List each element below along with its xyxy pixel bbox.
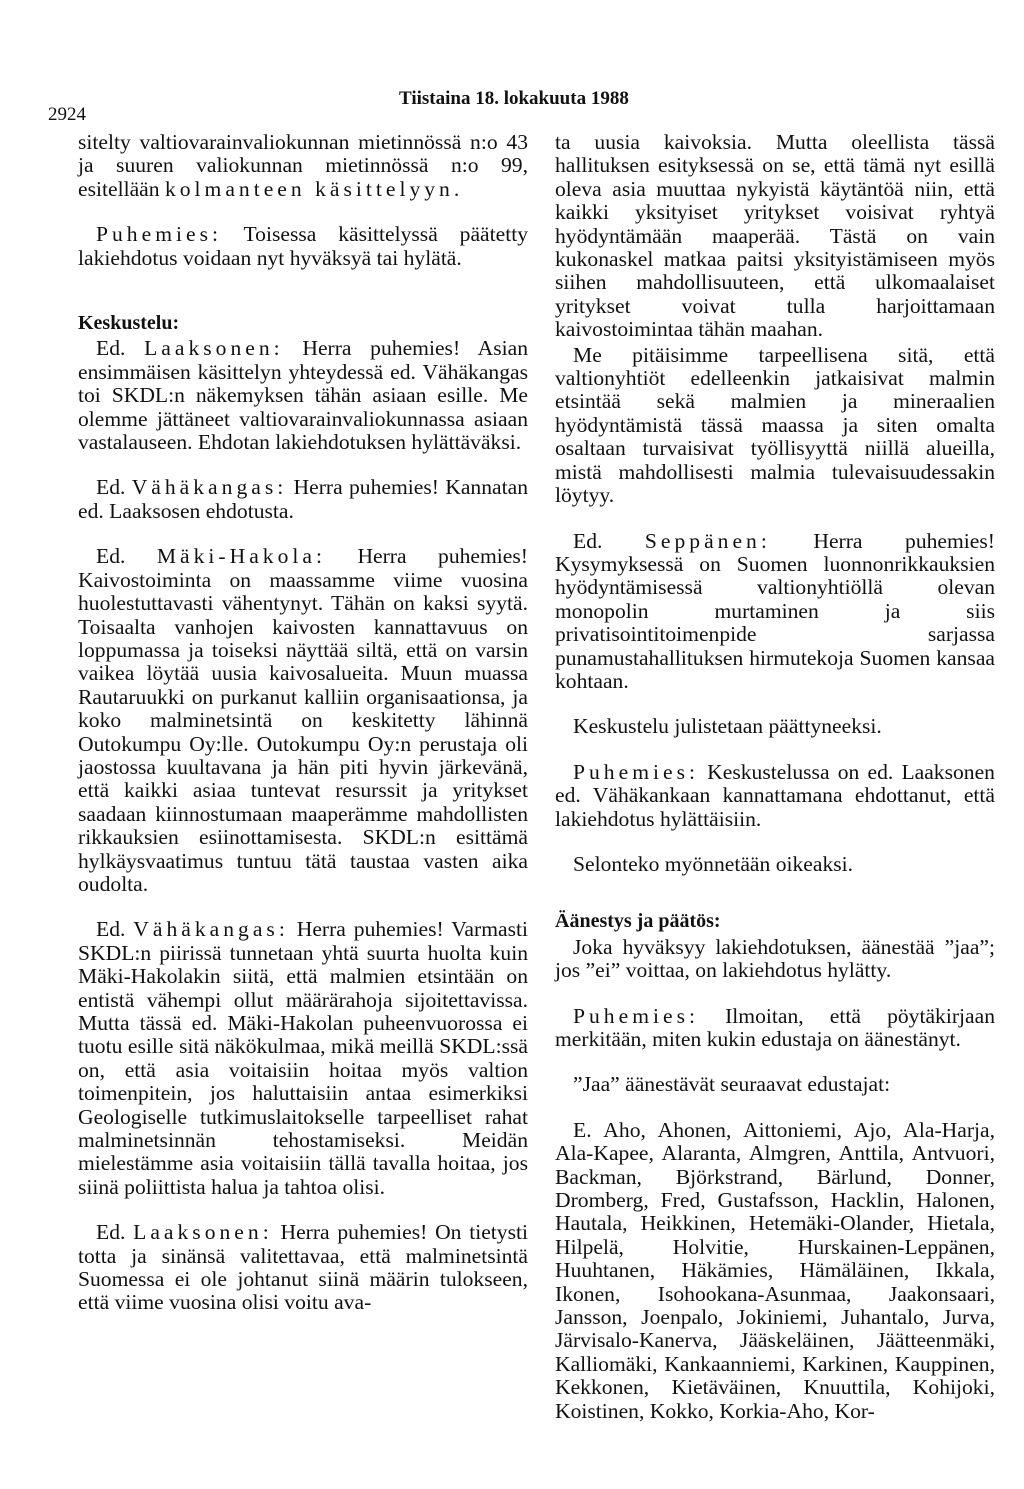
speech-text: Herra puhemies! On tietysti totta ja sinänsä valitettavaa, että malminetsintä Suomessa ei ole johtanut siinä määrin tulokseen, että viime vuosina olisi voitu ava- [78,1220,528,1315]
speech-paragraph [78,1221,528,1315]
speech-text: Herra puhemies! Kaivostoiminta on maassamme viime vuosina huolestuttavasti vähentynyt. Tähän on kaksi syytä. Toisaalta vanhojen kaivosten kannattavuus on loppumassa ja toiseksi näyttää siltä, että on varsin vaikea löytää uusia kaivosalueita. Muun muassa Rautaruukki on purkanut kalliin organisaationsa, ja koko malminetsintä on keskitetty lähinnä Outokumpu Oy:lle. Outokumpu Oy:n perustaja oli jaostossa kuultavana ja hän piti hyvin järkevänä, että kaikki asiaa tuntevat resurssit ja yritykset saadaan kiinnostumaan maaperämme mahdollisten rikkauksien esiinottamisesta. SKDL:n esittämä hylkäysvaatimus tuntuu tätä taustaa vasten aika oudolta. [78,544,528,896]
right-column [555,131,995,1423]
speaker-prefix: Ed. [96,475,126,500]
speech-text: Herra puhemies! Varmasti SKDL:n piirissä tunnetaan yhtä suurta huolta kuin Mäki-Hakolakin siitä, että malmien etsintään on entistä vähempi ollut määrärahoja sijoitettavissa. Mutta tässä ed. Mäki-Hakolan puheenvuorossa ei tuotu esille sitä näkökulmaa, mikä meillä SKDL:ssä on, että asia voitaisiin hoitaa myös valtion toimenpitein, jos haluttaisiin antaa esimerkiksi Geologiselle tutkimuslaitokselle tarpeelliset rahat malminetsinnän tehostamiseksi. Meidän mielestämme asia voitaisiin tällä tavalla hoitaa, jos siinä poliittista halua ja tahtoa olisi. [78,917,528,1199]
speech-paragraph [78,545,528,896]
speaker-name: Laaksonen: [144,336,284,361]
speech-paragraph [78,476,528,523]
speaker-name: Mäki-Hakola: [156,544,326,569]
member-list: E. Aho, Ahonen, Aittoniemi, Ajo, Ala-Harja, Ala-Kapee, Alaranta, Almgren, Anttila, Antvuori, Backman, Björkstrand, Bärlund, Donner, Dromberg, Fred, Gustafsson, Hacklin, Halonen, Hautala, Heikkinen, Hetemäki-Olander, Hietala, Hilpelä, Holvitie, Hurskainen-Leppänen, Huuhtanen, Häkämies, Hämäläinen, Ikkala, Ikonen, Isohookana-Asunmaa, Jaakonsaari, Jansson, Joenpalo, Jokiniemi, Juhantalo, Jurva, Järvisalo-Kanerva, Jääskeläinen, Jäätteenmäki, Kalliomäki, Kankaanniemi, Karkinen, Kauppinen, Kekkonen, Kietäväinen, Knuuttila, Kohijoki, Koistinen, Kokko, Korkia-Aho, Kor- [555,1117,995,1423]
running-header: Tiistaina 18. lokakuuta 1988 [399,88,629,109]
speech-paragraph [78,918,528,1199]
section-heading: Äänestys ja päätös: [555,910,721,933]
paragraph-text: sitelty valtiovarainvaliokunnan mietinnössä n:o 43 ja suuren valiokunnan mietinnössä n:o 99, esitellään [78,130,528,201]
page-number: 2924 [48,104,86,125]
speech-paragraph [78,337,528,454]
section-heading: Keskustelu: [78,312,180,335]
speaker-prefix: Ed. [96,336,126,361]
speech-text: Keskustelussa on ed. Laaksonen ed. Vähäkankaan kannattamana ehdottanut, että lakiehdotus hylättäisiin. [555,759,995,831]
speaker-prefix: Ed. [96,1220,126,1245]
speaker-prefix: Ed. [96,544,126,569]
speaker-name: Puhemies: [573,1003,699,1028]
speech-text: Toisessa käsittelyssä päätetty lakiehdotus voidaan nyt hyväksyä tai hylätä. [78,222,528,270]
speaker-name: Puhemies: [96,222,222,247]
speaker-name: Laaksonen: [133,1220,273,1245]
spaced-text: kolmanteen käsittelyyn. [164,176,464,201]
paragraph: Keskustelu julistetaan päättyneeksi. [573,714,882,739]
speaker-name: Puhemies: [573,759,699,784]
speech-paragraph [555,530,995,694]
paragraph: Joka hyväksyy lakiehdotuksen, äänestää ”jaa”; jos ”ei” voittaa, on lakiehdotus hylätty. [555,934,995,983]
speech-paragraph [555,1005,995,1052]
left-column [78,131,528,1315]
speaker-name: Vähäkangas: [131,475,288,500]
paragraph: Selonteko myönnetään oikeaksi. [573,851,854,876]
speaker-name: Vähäkangas: [133,917,289,942]
paragraph: ”Jaa” äänestävät seuraavat edustajat: [573,1072,891,1097]
speech-paragraph [78,223,528,270]
speech-text: Herra puhemies! Kysymyksessä on Suomen luonnonrikkauksien hyödyntämisessä valtionyhtiöllä olevan monopolin murtaminen ja siis privatisointitoimenpide sarjassa punamustahallituksen hirmutekoja Suomen kansaa kohtaan. [555,528,995,693]
paragraph: ta uusia kaivoksia. Mutta oleellista tässä hallituksen esityksessä on se, että tämä nyt esillä oleva asia muuttaa nykyistä käytäntöä niin, että kaikki yksityiset yritykset voisivat ryhtyä hyödyntämään maaperää. Tästä on vain kukonaskel matkaa paitsi yksityistämiseen myös siihen mahdollisuuteen, että ulkomaalaiset yritykset voivat tulla harjoittamaan kaivostoimintaa tähän maahan. [555,130,995,342]
speech-text: Ilmoitan, että pöytäkirjaan merkitään, miten kukin edustaja on äänestänyt. [555,1003,995,1051]
speech-text: Herra puhemies! Asian ensimmäisen käsittelyn yhteydessä ed. Vähäkangas toi SKDL:n näkemyksen tähän asiaan esille. Me olemme jättäneet valtiovarainvaliokunnassa asiaan vastalauseen. Ehdotan lakiehdotuksen hylättäväksi. [78,336,529,455]
speech-paragraph [555,761,995,831]
paragraph: Me pitäisimme tarpeellisena sitä, että valtionyhtiöt edelleenkin jatkaisivat malmin etsintää sekä malmien ja mineraalien hyödyntämistä tässä maassa ja siten omalta osaltaan turvaisivat työllisyyttä niillä alueilla, mistä mahdollisesti malmia tulevaisuudessakin löytyy. [555,342,995,508]
speech-text: Herra puhemies! Kannatan ed. Laaksosen ehdotusta. [78,475,528,523]
paragraph [78,131,528,201]
speaker-name: Seppänen: [644,528,771,553]
speaker-prefix: Ed. [573,528,603,553]
speaker-prefix: Ed. [96,917,126,942]
